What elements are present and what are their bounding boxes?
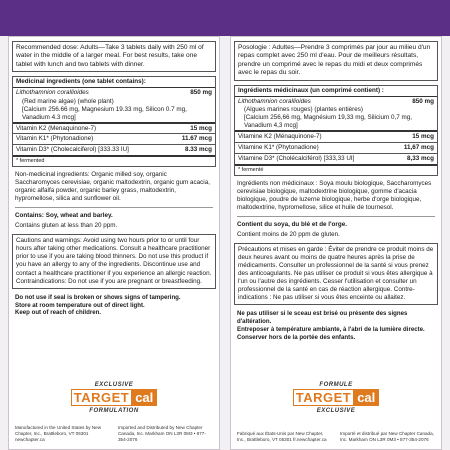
ingredient-sub: (Red marine algae) (whole plant) [22, 98, 114, 106]
targetcal-logo: FORMULE TARGET cal EXCLUSIVE [231, 382, 441, 414]
ingredient-row: Vitamine K2 (Ménaquinone-7) 15 mcg [238, 133, 434, 141]
ingredient-row: Vitamin K1* (Phytonadione) 11.67 mcg [16, 135, 212, 143]
storage-warnings [234, 310, 438, 342]
label-panel-french [230, 36, 442, 450]
dose-text: Recommended dose: Adults—Take 3 tablets daily with 250 ml of water in the middle of a larger meal. For best results, take one tablet with lunch and two tablets with dinner. [16, 44, 204, 68]
seal-warning: Do not use if seal is broken or shows signs of tampering. [15, 293, 181, 301]
ingredient-row: Vitamin K2 (Menaquinone-7) 15 mcg [16, 124, 212, 132]
allergen-statement: Contains: Soy, wheat and barley. [15, 212, 113, 220]
fermented-note: * fermenté [238, 166, 264, 173]
fermented-note: * fermented [16, 158, 45, 165]
ingredient-row: Vitamine K1* (Phytonadione) 11,67 mcg [238, 143, 434, 151]
ingredient-row: Vitamin D3* (Cholecalciferol) [333.33 IU] 8.33 mcg [16, 146, 212, 154]
storage-instruction: Entreposer à température ambiante, à l'abri de la lumière directe. [237, 325, 425, 333]
ingredient-row: Vitamine D3* (Cholécalciférol) [333,33 UI] 8,33 mcg [238, 154, 434, 162]
recommended-dose [12, 41, 216, 72]
seal-warning: Ne pas utiliser si le sceau est brisé ou présente des signes d'altération. [237, 310, 408, 326]
gluten-statement: Contains gluten at less than 20 ppm. [15, 222, 118, 230]
non-medicinal-ingredients: Non-medicinal ingredients: Organic milled soy, organic Saccharomyces cerevisiae, organic maltodextrin, organic gum acacia, organic alfalfa powder, organic barley grass, maltodextrin, hypromellose, silica and sunflower oil. [15, 171, 210, 203]
dose-text: Posologie : Adultes—Prendre 3 comprimés par jour au milieu d'un repas complet avec 250 ml d'eau. Pour de meilleurs résultats, prendre un comprimé avec le repas du midi et deux comprimés avec le repas du soir. [238, 44, 431, 77]
non-medicinal-ingredients: Ingrédients non médicinaux : Soya moulu biologique, Saccharomyces cerevisiae biologique, maltodextrine biologique, gomme d'acacia biologique, poudre de luzerne biologique, herbe d'orge biologique, maltodextrine, hypromellose, silice et huile de tournesol. [237, 179, 432, 211]
children-warning: Keep out of reach of children. [15, 309, 101, 317]
label-panel-english [8, 36, 220, 450]
ingredient-row: Lithothamnion corallioides 850 mg [238, 97, 434, 105]
ingredient-sub: [Calcium 256.66 mg, Magnesium 19.33 mg, Silicon 0.7 mg, Vanadium 4.3 mcg] [22, 105, 187, 121]
posologie [234, 41, 438, 81]
ingredient-sub: [Calcium 256,66 mg, Magnésium 19,33 mg, Silicium 0,7 mg, Vanadium 4,3 mcg] [244, 114, 412, 130]
storage-warnings [12, 294, 216, 318]
children-warning: Conserver hors de la portée des enfants. [237, 333, 356, 341]
medicinal-ingredients-table [12, 76, 216, 167]
gluten-statement: Contient moins de 20 ppm de gluten. [237, 230, 340, 238]
cautions-warnings: Précautions et mises en garde : Éviter de prendre ce produit moins de deux heures avant ou moins de quatre heures après la prise de médicaments. Consulter un professionnel de la santé si vous prenez des anticoagulants. Ne pas utiliser ce produit si vous êtes allergique à l'un ou l'autre des ingrédients. Cesser l'utilisation et consulter un professionnel de la santé en cas de réaction allergique. Contre-indications : Ne pas utiliser si vous êtes enceinte ou allaitez. [234, 243, 438, 305]
manufacturer-info: Manufactured in the United States by New Chapter, Inc., Brattleboro, VT 05301 newchapter.ca Imported and Distributed by New Chapter Canada, Inc. Markham ON L3R 0M3 • 877-354-2076 [15, 425, 206, 443]
ingredient-sub: (Algues marines rouges) (plantes entières) [244, 106, 363, 114]
targetcal-logo: EXCLUSIVE TARGET cal FORMULATION [9, 382, 219, 414]
table-header: Ingrédients médicinaux (un comprimé contient) : [235, 86, 437, 97]
medicinal-ingredients-table [234, 85, 438, 176]
allergen-statement: Contient du soya, du blé et de l'orge. [237, 220, 347, 228]
cautions-warnings: Cautions and warnings: Avoid using two hours prior to or until four hours after taking other medications. Consult a healthcare practitioner prior to use if you are taking blood thinners. Do not use this product if you have an allergy to any of the ingredients. Discontinue use and contact a healthcare practitioner if you experience an allergic reaction. Contraindications: Do not use if you are pregnant or breastfeeding. [12, 234, 216, 288]
table-header: Medicinal ingredients (one tablet contains): [13, 77, 215, 88]
top-purple-band [0, 0, 450, 36]
manufacturer-info: Fabriqué aux États-Unis par New Chapter, Inc., Brattleboro, VT 05301 fr.newchapter.ca Importé et distribué par New Chapter Canada, Inc. Markham ON L3R 0M3 • 877-354-2076 [237, 431, 434, 443]
ingredient-row: Lithothamnion corallioides 850 mg [16, 89, 212, 97]
storage-instruction: Store at room temperature out of direct light. [15, 301, 145, 309]
